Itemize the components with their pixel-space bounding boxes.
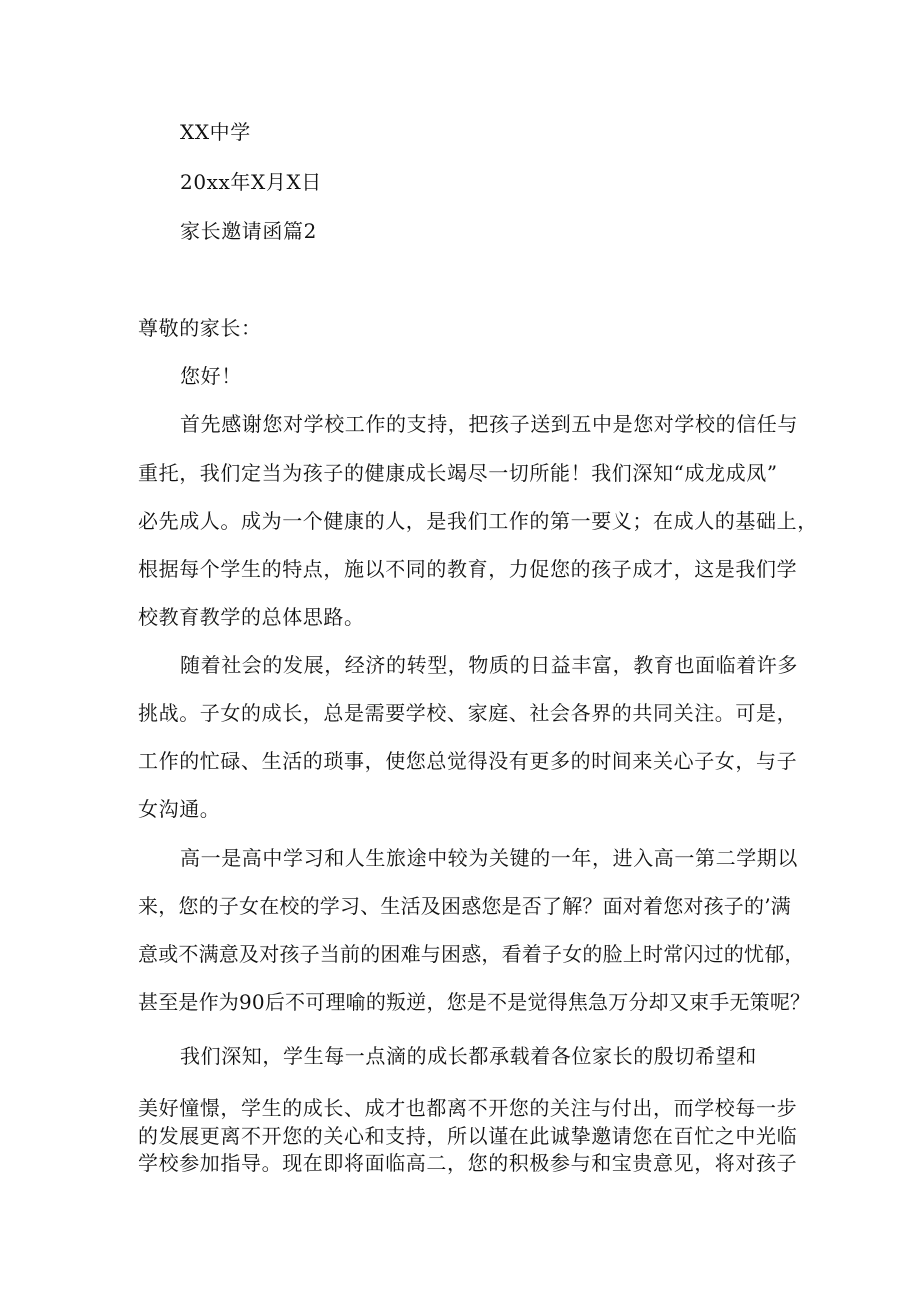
greeting: 您好！: [180, 364, 242, 388]
para1-line-5: 校教育教学的总体思路。: [138, 605, 365, 629]
para3-line-3: 意或不满意及对孩子当前的困难与困惑，看着子女的脸上时常闪过的忧郁，: [138, 942, 805, 966]
para3-line-2: 来，您的子女在校的学习、生活及困惑您是否了解？面对着您对孩子的’满: [138, 894, 791, 918]
para1-line-3: 必先成人。成为一个健康的人，是我们工作的第一要义；在成人的基础上，: [138, 509, 818, 533]
para4-line-1: 我们深知，学生每一点滴的成长都承载着各位家长的殷切希望和: [180, 1044, 757, 1068]
letter-date: 20xx年X月X日: [180, 170, 322, 194]
para3-line-4: 甚至是作为90后不可理喻的叛逆，您是不是觉得焦急万分却又束手无策呢？: [138, 990, 811, 1014]
para2-line-4: 女沟通。: [138, 797, 221, 821]
para1-line-1: 首先感谢您对学校工作的支持，把孩子送到五中是您对学校的信任与: [180, 412, 798, 436]
para1-line-2: 重托，我们定当为孩子的健康成长竭尽一切所能！我们深知“成龙成凤”: [138, 461, 778, 485]
para2-line-1: 随着社会的发展，经济的转型，物质的日益丰富，教育也面临着许多: [180, 653, 798, 677]
para4-line-3: 的发展更离不开您的关心和支持，所以谨在此诚挚邀请您在百忙之中光临: [138, 1124, 798, 1148]
para1-line-4: 根据每个学生的特点，施以不同的教育，力促您的孩子成才，这是我们学: [138, 557, 798, 581]
para2-line-2: 挑战。子女的成长，总是需要学校、家庭、社会各界的共同关注。可是，: [138, 701, 798, 725]
para4-line-4: 学校参加指导。现在即将面临高二，您的积极参与和宝贵意见，将对孩子: [138, 1151, 798, 1175]
para2-line-3: 工作的忙碌、生活的琐事，使您总觉得没有更多的时间来关心子女，与子: [138, 749, 798, 773]
salutation: 尊敬的家长：: [138, 316, 262, 340]
school-name: XX中学: [180, 120, 251, 144]
document-title: 家长邀请函篇2: [180, 219, 317, 243]
para4-line-2: 美好憧憬，学生的成长、成才也都离不开您的关注与付出，而学校每一步: [138, 1096, 798, 1120]
para3-line-1: 高一是高中学习和人生旅途中较为关键的一年，进入高一第二学期以: [180, 846, 798, 870]
